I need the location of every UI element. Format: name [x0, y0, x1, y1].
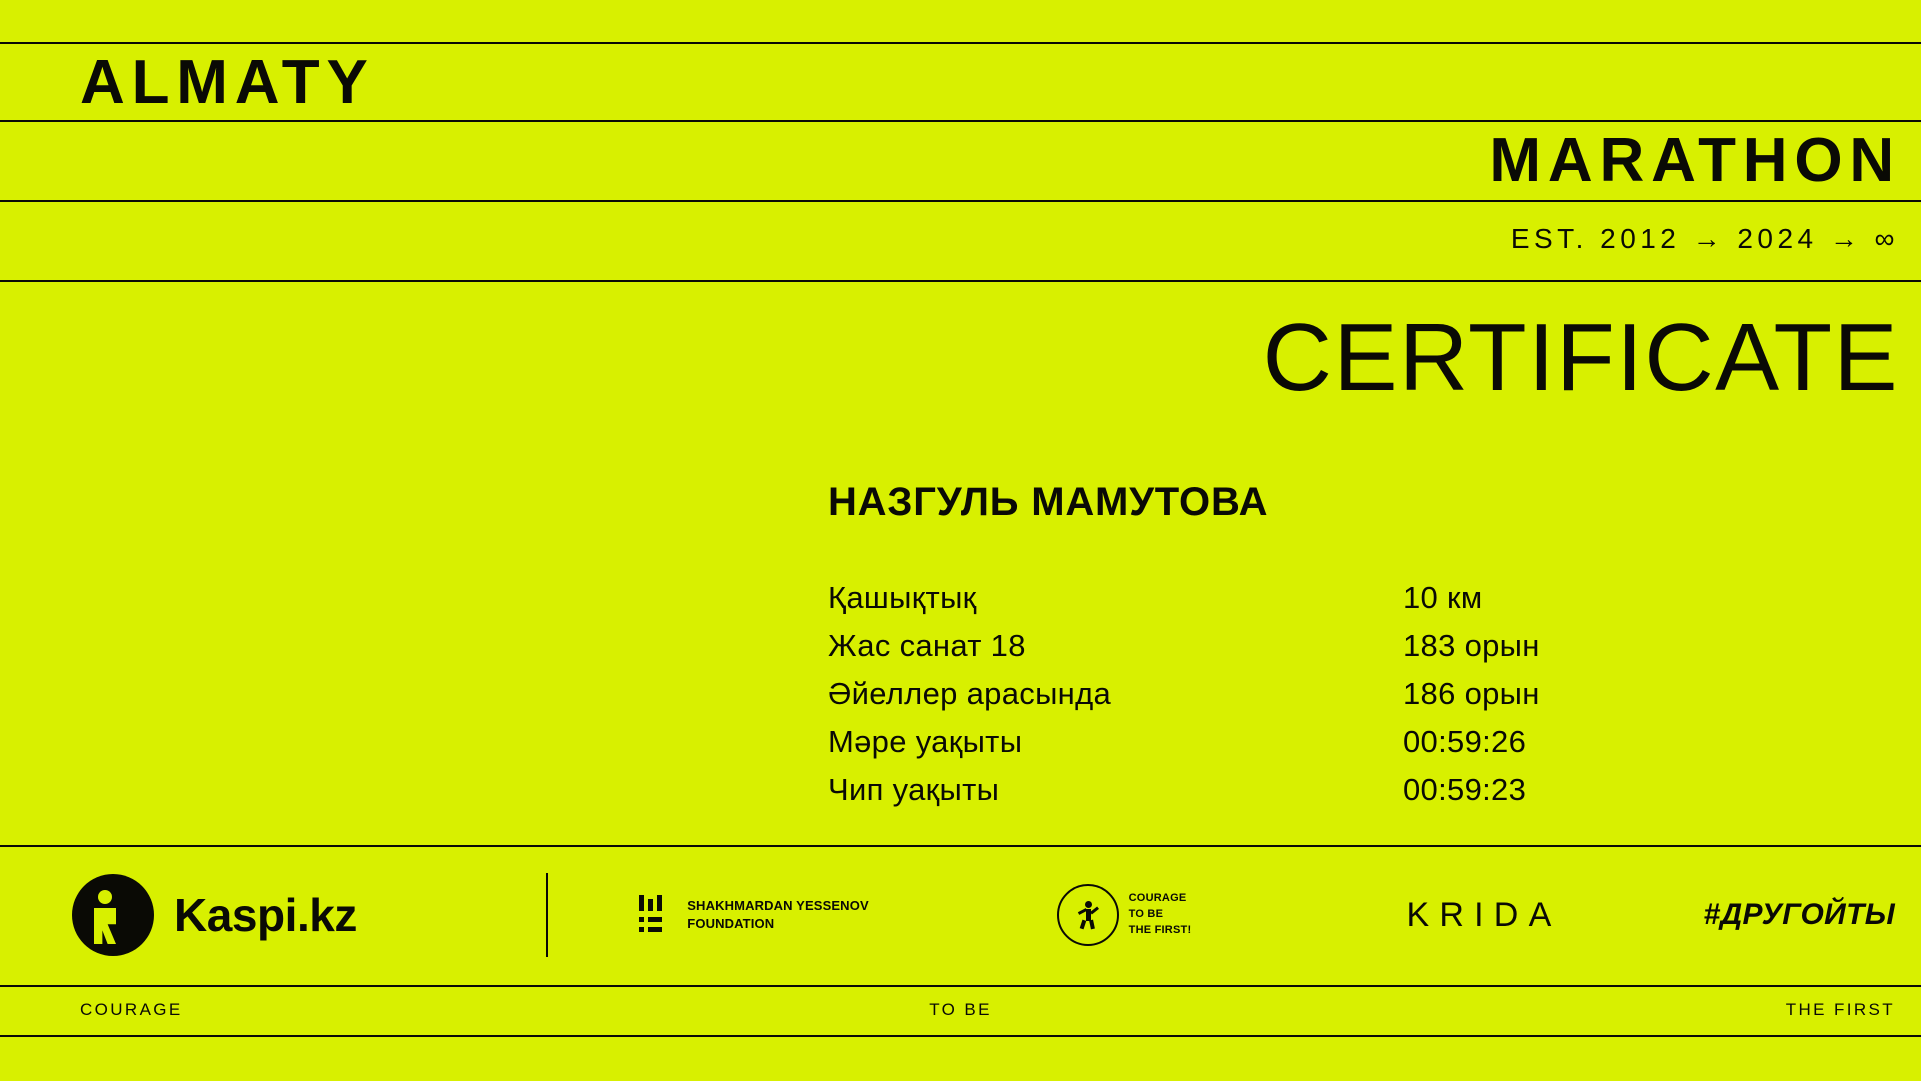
results-table [828, 580, 1888, 820]
divider-line-4 [0, 280, 1921, 282]
divider-line-7 [0, 1035, 1921, 1037]
divider-line-1 [0, 42, 1921, 44]
corporate-fund-logo-icon [1057, 884, 1119, 946]
table-row [828, 580, 1888, 616]
result-value: 00:59:26 [1403, 724, 1527, 759]
sponsor-krida: KRIDA [1406, 895, 1562, 934]
yessenov-wordmark [687, 897, 869, 932]
result-label: Қашықтық [828, 580, 977, 615]
divider-line-3 [0, 200, 1921, 202]
page-title: CERTIFICATE [1262, 304, 1899, 411]
kaspi-logo-icon [72, 874, 154, 956]
result-label: Әйеллер арасында [828, 676, 1112, 711]
sponsor-yessenov [574, 845, 934, 985]
table-row [828, 676, 1888, 712]
divider-line-2 [0, 120, 1921, 122]
corporate-line-1: COURAGE [1128, 892, 1187, 905]
result-label: Чип уақыты [828, 772, 1000, 807]
sponsor-divider [546, 873, 548, 957]
sponsor-drugoity: #ДРУГОЙТЫ [1703, 898, 1895, 931]
corporate-fund-wordmark [1129, 891, 1192, 939]
result-value: 00:59:23 [1403, 772, 1527, 807]
tagline-bar [0, 985, 1921, 1035]
table-row [828, 628, 1888, 664]
brand-established: EST. 2012 → 2024 → ∞ [1510, 223, 1899, 254]
running-person-icon [1077, 901, 1099, 929]
corporate-line-3: THE FIRST! [1128, 923, 1192, 936]
kaspi-wordmark: Kaspi.kz [174, 889, 357, 941]
yessenov-line-2: FOUNDATION [687, 916, 775, 931]
tagline-right: THE FIRST [1785, 1000, 1895, 1019]
result-label: Мәре уақыты [828, 724, 1023, 759]
tagline-left: COURAGE [80, 1000, 183, 1019]
sponsor-corporate-fund [934, 845, 1314, 985]
result-value: 186 орын [1403, 676, 1540, 711]
athlete-name: НАЗГУЛЬ МАМУТОВА [828, 480, 1269, 524]
sponsor-strip [0, 845, 1921, 985]
tagline-middle: TO BE [929, 1000, 992, 1019]
table-row [828, 772, 1888, 808]
brand-marathon: MARATHON [1489, 126, 1901, 195]
table-row [828, 724, 1888, 760]
brand-almaty: ALMATY [80, 48, 375, 117]
result-label: Жас санат 18 [828, 628, 1026, 663]
yessenov-line-1: SHAKHMARDAN YESSENOV [687, 898, 869, 914]
yessenov-logo-icon [639, 895, 673, 935]
corporate-line-2: TO BE [1128, 908, 1164, 921]
result-value: 183 орын [1403, 628, 1540, 663]
sponsor-kaspi [0, 845, 492, 985]
result-value: 10 км [1403, 580, 1483, 615]
